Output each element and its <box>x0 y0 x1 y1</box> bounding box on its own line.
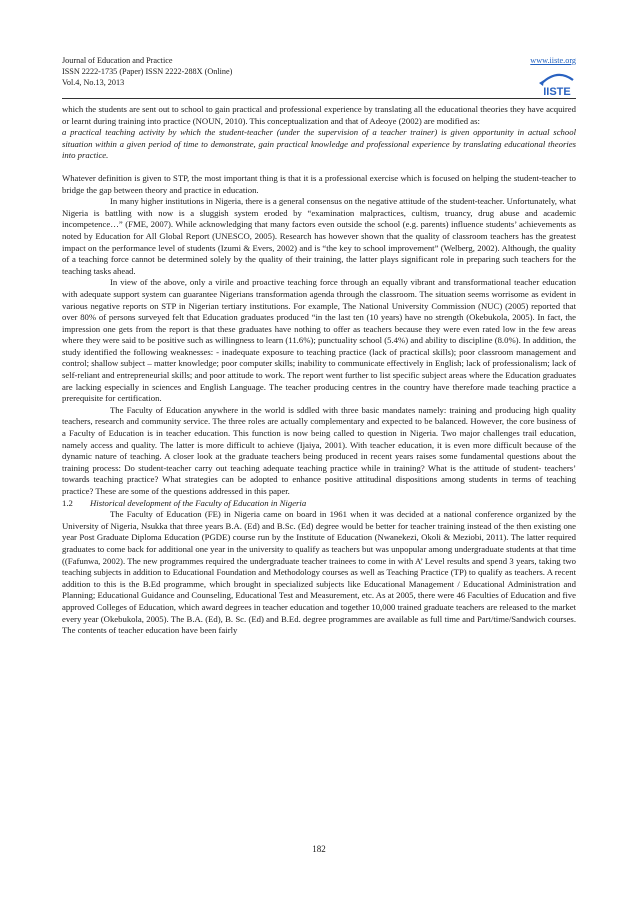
journal-url-link[interactable]: www.iiste.org <box>530 56 576 65</box>
section-heading <box>62 498 576 510</box>
section-title: Historical development of the Faculty of Education in Nigeria <box>90 497 307 508</box>
article-body <box>62 104 576 637</box>
paragraph-1: which the students are sent out to school to gain practical and professional experience by translating all the educational theories they have acquired or learnt during training into practice (NOUN, 2010). This conceptualization and that of Adeoye (2002) are modified as: <box>62 104 576 126</box>
page-number: 182 <box>312 844 326 854</box>
definition-quote: a practical teaching activity by which the student-teacher (under the supervision of a teacher trainer) is given opportunity in actual school situation within a given period of time to demonstrate, gain practical knowledge and professional experience by translating educational theories into practice. <box>62 127 576 161</box>
iiste-logo-icon <box>537 70 577 98</box>
journal-issn: ISSN 2222-1735 (Paper) ISSN 2222-288X (Online) <box>62 67 233 76</box>
logo-text: IISTE <box>543 86 571 98</box>
journal-header <box>62 55 576 88</box>
paragraph-5: The Faculty of Education anywhere in the world is sddled with three basic mandates namely: training and producing high quality teachers, research and community service. The three roles are actually complementary and expected to be balanced. However, the core business of a Faculty of Education is in teacher education. This function is now being called to question in Nigeria. Two major challenges trail education, namely access and quality. The latter is more difficult to achieve (Ijaiya, 2001). With teacher education, it is even more difficult because of the dynamic nature of teaching. A closer look at the graduate teachers being produced in recent years raises some fundamental questions about the training process: Do student-teacher carry out teaching adequate teaching practice while in training? What is the attitude of student- teachers’ towards teaching practice? What strategies can be adopted to enhance positive attitudinal dispositions among students in terms of teaching practice? These are some of the questions addressed in this paper. <box>62 404 576 496</box>
header-divider <box>62 98 576 99</box>
paragraph-4: In view of the above, only a virile and proactive teaching force through an equally vibrant and transformational teacher education with adequate support system can guarantee Nigerians transformation agenda through the classroom. The situation seems worrisome as evident in various negative reports on STP in Nigerian tertiary institutions. For example, The National University Commission (NUC) (2005) reported that over 80% of persons surveyed felt that Education graduates produced “in the last ten (10 years) have no strength (Okebukola, 2005). In fact, the impression one gets from the report is that these graduates have nothing to offer as teachers because they were even rated low in the few areas where they were said to be positive such as willingness to learn (11.6%); punctuality school (5.4%) and ability to discipline (8.0%). In addition, the study identified the following weaknesses: - inadequate exposure to teaching practice (lack of practical skills); poor classroom management and control; shallow subject – matter knowledge; poor computer skills; inability to communicate effectively in English; lack of professionalism; lack of self-reliant and entrepreneurial skills; and poor attitude to work. The report went further to list specific subject areas where the Education graduates are lacking especially in sciences and English Language. The teacher producing centres in the country have therefore made teaching practice a prerequisite for certification. <box>62 277 576 404</box>
section-number: 1.2 <box>62 497 73 508</box>
paragraph-6: The Faculty of Education (FE) in Nigeria came on board in 1961 when it was decided at a national conference organized by the University of Nigeria, Nsukka that three years B.A. (Ed) and B.Sc. (Ed) degree would be better for teacher training instead of the then existing one year Post Graduate Diploma Education (PGDE) course run by the Institute of Education (Nwanekezi, Okoli & Meziobi, 2011). The latter required graduates to come back for additional one year in the university to qualify as teachers but was unpopular among undergraduate students at that time ((Fafunwa, 2002). The new programmes required the undergraduate teacher trainees to come in with A’ Level results and spend 3 years, taking two teaching subjects in addition to Educational Foundation and Methodology courses as well as Teaching Practice (TP) to qualify as teachers. A recent addition to this is the B.Ed programme, which brought in specialized subjects like Educational Management / Educational Administration and Planning; Educational Guidance and Counseling, Educational Test and Measurement, etc. As at 2005, there were 46 Faculties of Education and five approved Colleges of Education, which award degrees in teacher education and together 10,000 trained graduate teachers are released to the market every year (Okebukola, 2005). The B.A. (Ed), B. Sc. (Ed) and B.Ed. degree programmes are available as full time and Part/time/Sandwich courses. The contents of teacher education have been fairly <box>62 509 576 636</box>
journal-title: Journal of Education and Practice <box>62 56 173 65</box>
journal-volume: Vol.4, No.13, 2013 <box>62 78 125 87</box>
paragraph-2: Whatever definition is given to STP, the most important thing is that it is a professional exercise which is focused on helping the student-teacher to bridge the gap between theory and practice in education. <box>62 172 576 195</box>
paragraph-3: In many higher institutions in Nigeria, there is a general consensus on the negative attitude of the student-teacher. Unfortunately, what Nigeria is battling with now is a sluggish system eroded by “examination malpractices, cultism, truancy, drug abuse and academic incompetence…” (FME, 2007). While acknowledging that many factors even outside the school (e.g. parents) influence students’ achievements as noted by Education for All Global Report (UNESCO, 2005). Research has however shown that the quality of classroom teachers has the greatest impact on the performance level of students (Izumi & Evers, 2002) and is “the key to school improvement” (Welberg, 2002). Although, the quality of a teaching force cannot be determined solely by the quality of their training, the latter plays significant role in preparing such teachers for the teaching tasks ahead. <box>62 196 577 276</box>
